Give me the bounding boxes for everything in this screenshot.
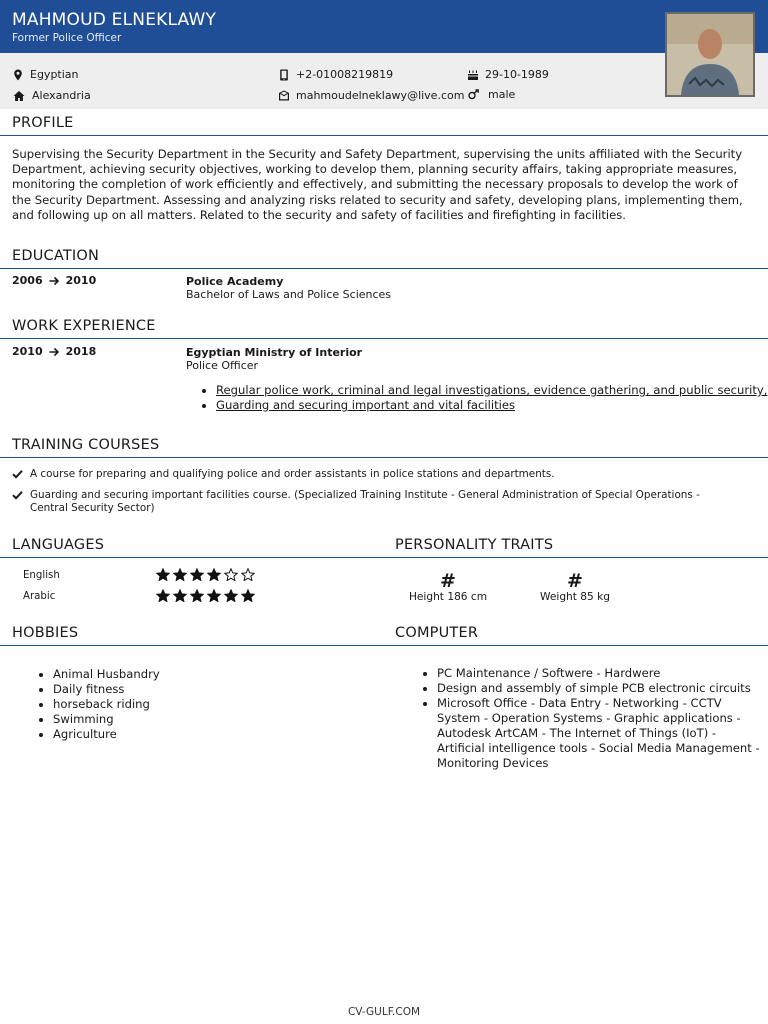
section-title-training: TRAINING COURSES — [12, 437, 160, 453]
info-city — [12, 89, 91, 102]
education-start-year: 2006 — [12, 274, 43, 287]
location-pin-icon — [12, 69, 24, 81]
star-filled-icon — [190, 568, 204, 581]
hashtag-icon: # — [567, 570, 583, 592]
star-filled-icon — [173, 589, 187, 602]
experience-employer: Egyptian Ministry of Interior — [186, 346, 363, 359]
trait-label: Weight 85 kg — [540, 591, 610, 603]
training-item — [12, 468, 732, 481]
star-filled-icon — [156, 568, 170, 581]
hobbies-list — [33, 667, 383, 742]
person-name: MAHMOUD ELNEKLAWY — [12, 10, 217, 30]
section-title-experience: WORK EXPERIENCE — [12, 318, 156, 334]
nationality-text: Egyptian — [30, 68, 79, 81]
gender-text: male — [488, 88, 516, 101]
home-icon — [12, 90, 26, 102]
section-title-hobbies: HOBBIES — [12, 625, 79, 641]
trait-label: Height 186 cm — [408, 591, 488, 603]
experience-dates — [12, 345, 96, 358]
star-filled-icon — [207, 568, 221, 581]
education-degree: Bachelor of Laws and Police Sciences — [186, 288, 392, 301]
star-filled-icon — [190, 589, 204, 602]
city-text: Alexandria — [32, 89, 91, 102]
section-divider — [0, 338, 768, 339]
language-name-english: English — [23, 570, 60, 581]
list-item: • Swimming — [53, 712, 383, 727]
portrait-image — [667, 14, 753, 95]
education-end-year: 2010 — [65, 274, 97, 287]
mobile-phone-icon — [278, 69, 290, 81]
info-email — [278, 89, 464, 102]
info-nationality — [12, 68, 79, 81]
section-divider — [384, 645, 768, 646]
list-item: • Regular police work, criminal and legal investigations, evidence gathering, and public security, — [216, 383, 768, 398]
list-item: • Daily fitness — [53, 682, 383, 697]
envelope-icon — [278, 90, 290, 102]
training-item-text: A course for preparing and qualifying police and order assistants in police stations and departments. — [30, 468, 555, 480]
trait-weight — [525, 571, 625, 603]
section-title-computer: COMPUTER — [395, 625, 479, 641]
star-empty-icon — [241, 568, 255, 581]
arrow-right-icon — [49, 276, 60, 286]
phone-text[interactable]: +2-01008219819 — [296, 68, 394, 81]
list-item: • Microsoft Office - Data Entry - Networking - CCTV System - Operation Systems - Graphic applications - Autodesk ArtCAM - The Internet of Things (IoT) - Artificial intelligence tools - Social Media Management - Monitoring Devices — [437, 696, 767, 771]
computer-skills-list — [417, 666, 767, 771]
language-rating-english — [156, 568, 255, 581]
list-item: • horseback riding — [53, 697, 383, 712]
star-filled-icon — [156, 589, 170, 602]
profile-summary: Supervising the Security Department in the Security and Safety Department, supervising the units affiliated with the Security Department, achieving security objectives, working to develop them, planning security affairs, taking appropriate measures, monitoring the completion of work efficiently and effectively, and submitting the necessary proposals to develop the work of the Security Department. Assessing and analyzing risks related to security and safety, developing plans, implementing them, and following up on all matters. Related to the security and safety of facilities and firefighting in facilities. — [12, 147, 743, 222]
language-name-arabic: Arabic — [23, 591, 56, 602]
email-text[interactable]: mahmoudelneklawy@live.com — [296, 89, 465, 102]
job-title: Former Police Officer — [12, 32, 122, 44]
section-divider — [384, 557, 768, 558]
arrow-right-icon — [49, 347, 60, 357]
experience-duties-list — [196, 383, 768, 413]
section-title-traits: PERSONALITY TRAITS — [395, 537, 554, 553]
info-gender — [467, 88, 515, 101]
star-empty-icon — [224, 568, 238, 581]
experience-start-year: 2010 — [12, 345, 43, 358]
list-item: • Design and assembly of simple PCB electronic circuits — [437, 681, 767, 696]
gender-icon — [467, 89, 482, 101]
birthdate-text: 29-10-1989 — [485, 68, 549, 81]
section-divider — [0, 268, 768, 269]
footer-site-name[interactable]: CV-GULF.COM — [347, 1006, 421, 1018]
info-bar — [0, 53, 768, 109]
star-filled-icon — [207, 589, 221, 602]
experience-end-year: 2018 — [65, 345, 97, 358]
hashtag-icon: # — [440, 570, 456, 592]
section-divider — [0, 645, 384, 646]
profile-photo — [665, 12, 755, 97]
section-title-languages: LANGUAGES — [12, 537, 105, 553]
education-institution: Police Academy — [186, 275, 284, 288]
section-divider — [0, 135, 768, 136]
list-item: • Animal Husbandry — [53, 667, 383, 682]
trait-height — [398, 571, 498, 603]
birthday-cake-icon — [467, 69, 479, 81]
training-item — [12, 489, 732, 515]
education-dates — [12, 274, 96, 287]
list-item: • PC Maintenance / Softwere - Hardwere — [437, 666, 767, 681]
checkmark-icon — [12, 490, 23, 500]
experience-position: Police Officer — [186, 359, 259, 372]
list-item: • Guarding and securing important and vital facilities — [216, 398, 768, 413]
header-bar — [0, 0, 768, 53]
star-filled-icon — [224, 589, 238, 602]
section-divider — [0, 457, 768, 458]
info-phone — [278, 68, 393, 81]
language-rating-arabic — [156, 589, 255, 602]
section-divider — [0, 557, 384, 558]
section-title-profile: PROFILE — [12, 115, 74, 131]
section-title-education: EDUCATION — [12, 248, 100, 264]
list-item: • Agriculture — [53, 727, 383, 742]
star-filled-icon — [173, 568, 187, 581]
star-filled-icon — [241, 589, 255, 602]
info-birthdate — [467, 68, 549, 81]
training-item-text: Guarding and securing important facilities course. (Specialized Training Institute - General Administration of Special Operations - Central Security Sector) — [30, 489, 700, 514]
checkmark-icon — [12, 469, 23, 479]
